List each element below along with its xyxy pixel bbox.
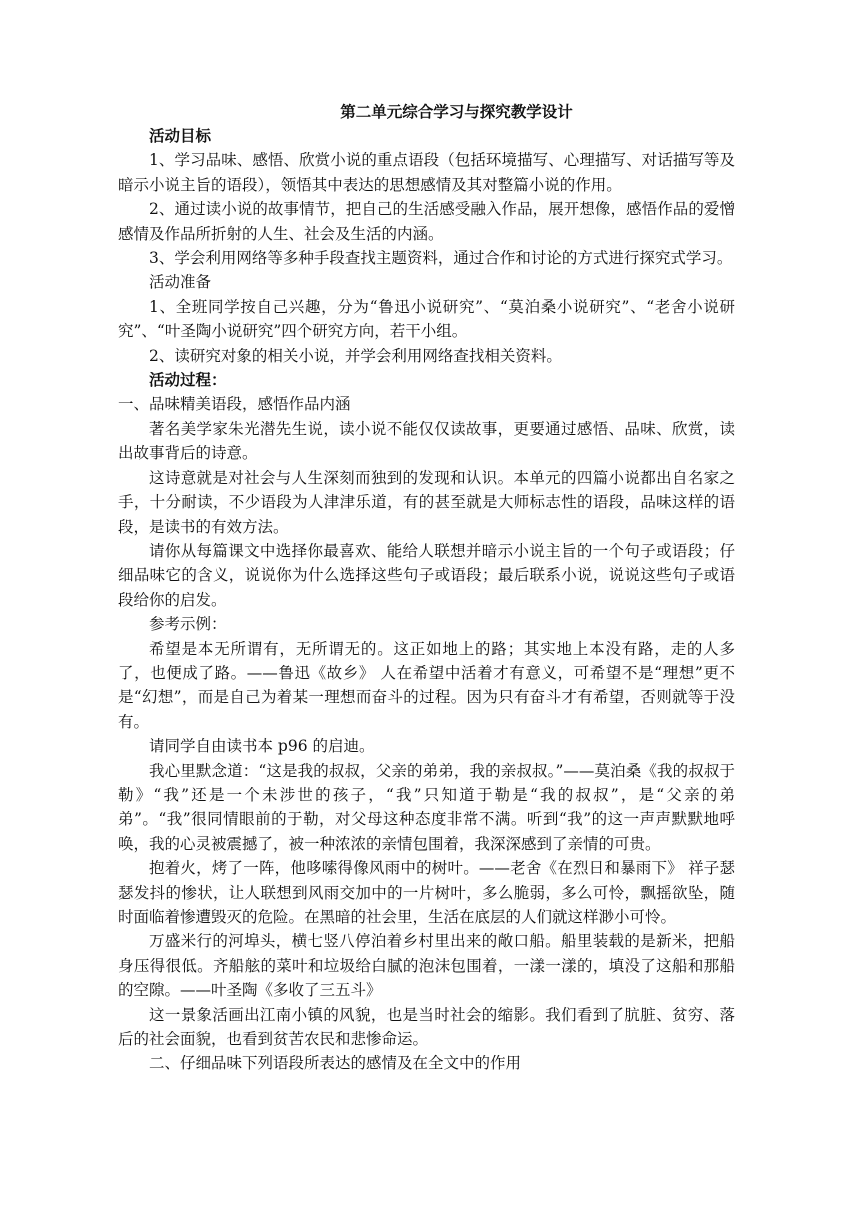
paragraph-5: 希望是本无所谓有，无所谓无的。这正如地上的路；其实地上本没有路，走的人多了，也便成了路。——鲁迅《故乡》 人在希望中活着才有意义，可希望不是“理想”更不是“幻想”，而是自己为着某一理想而奋斗的过程。因为只有奋斗才有希望，否则就等于没有。 [118,639,735,731]
prep-item-2: 2、读研究对象的相关小说，并学会利用网络查找相关资料。 [149,346,562,365]
paragraph-7: 我心里默念道：“这是我的叔叔，父亲的弟弟，我的亲叔叔。”——莫泊桑《我的叔叔于勒》“我”还是一个未涉世的孩子，“我”只知道于勒是“我的叔叔”，是“父亲的弟弟”。“我”很同情眼前的于勒，对父母这种态度非常不满。听到“我”的这一声声默默地呼唤，我的心灵被震撼了，被一种浓浓的亲情包围着，我深深感到了亲情的可贵。 [118,761,735,853]
paragraph-8: 抱着火，烤了一阵，他哆嗦得像风雨中的树叶。——老舍《在烈日和暴雨下》 祥子瑟瑟发抖的惨状，让人联想到风雨交加中的一片树叶，多么脆弱，多么可怜，飘摇欲坠，随时面临着惨遭毁灭的危险。在黑暗的社会里，生活在底层的人们就这样渺小可怜。 [118,859,735,926]
goal-item-1: 1、学习品味、感悟、欣赏小说的重点语段（包括环境描写、心理描写、对话描写等及暗示小说主旨的语段），领悟其中表达的思想感情及其对整篇小说的作用。 [118,151,735,194]
process-heading: 活动过程： [149,370,227,390]
paragraph-4: 参考示例： [149,615,227,634]
goals-heading: 活动目标 [149,126,212,145]
paragraph-1: 著名美学家朱光潜先生说，读小说不能仅仅读故事，更要通过感悟、品味、欣赏，读出故事背后的诗意。 [118,419,735,463]
paragraph-2: 这诗意就是对社会与人生深刻而独到的发现和认识。本单元的四篇小说都出自名家之手，十分耐读，不少语段为人津津乐道，有的甚至就是大师标志性的语段，品味这样的语段，是读书的有效方法。 [118,468,735,536]
prep-heading: 活动准备 [149,273,212,292]
paragraph-9: 万盛米行的河埠头，横七竖八停泊着乡村里出来的敞口船。船里装载的是新米，把船身压得很低。齐船舷的菜叶和垃圾给白腻的泡沫包围着，一漾一漾的，填没了这船和那船的空隙。——叶圣陶《多收了三五斗》 [118,932,735,1000]
goal-item-2: 2、通过读小说的故事情节，把自己的生活感受融入作品，展开想像，感悟作品的爱憎感情及作品所折射的人生、社会及生活的内涵。 [118,200,735,243]
paragraph-10: 这一景象活画出江南小镇的风貌，也是当时社会的缩影。我们看到了肮脏、贫穷、落后的社会面貌，也看到贫苦农民和悲惨命运。 [118,1005,735,1049]
paragraph-3: 请你从每篇课文中选择你最喜欢、能给人联想并暗示小说主旨的一个句子或语段；仔细品味它的含义，说说你为什么选择这些句子或语段；最后联系小说，说说这些句子或语段给你的启发。 [118,541,735,609]
paragraph-6: 请同学自由读书本 p96 的启迪。 [149,737,375,756]
section-1-title: 一、品味精美语段，感悟作品内涵 [118,395,351,414]
goal-item-3: 3、学会利用网络等多种手段查找主题资料，通过合作和讨论的方式进行探究式学习。 [149,249,733,268]
section-2-title: 二、仔细品味下列语段所表达的感情及在全文中的作用 [149,1054,522,1073]
document-page [118,100,735,1076]
prep-item-1: 1、全班同学按自己兴趣，分为“鲁迅小说研究”、“莫泊桑小说研究”、“老舍小说研究”、“叶圣陶小说研究”四个研究方向，若干小组。 [118,297,735,341]
document-title: 第二单元综合学习与探究教学设计 [340,102,573,121]
